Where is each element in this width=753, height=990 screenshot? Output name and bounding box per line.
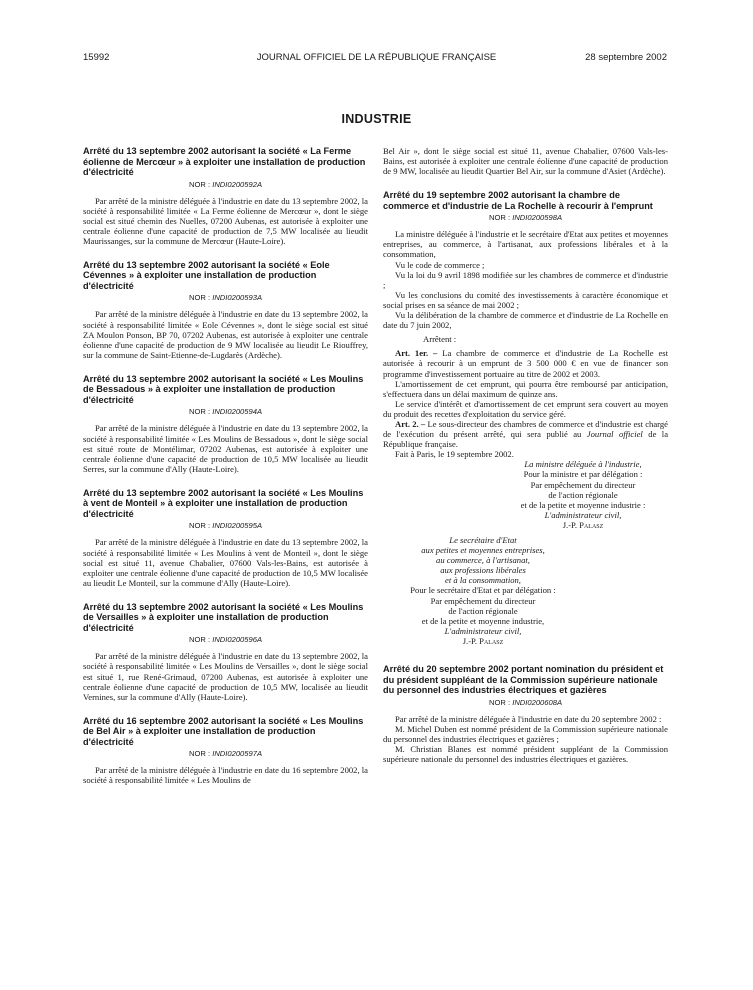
visa: Vu la loi du 9 avril 1898 modifiée sur les chambres de commerce et d'industrie ; [383,269,668,290]
nor-reference [83,407,368,416]
right-column [383,146,668,764]
article-body: Par arrêté de la ministre déléguée à l'industrie en date du 13 septembre 2002, la société à responsabilité limitée « Eole Cévennes », dont le siège social est situé ZA Moulon Ponson, BP 70, 07202 Aubenas, est autorisée à exploiter une centrale éolienne d'une capacité de production de 9 MW localisée au lieudit Le Riouffrey, sur la commune de Saint-Etienne-de-Lugdarès (Ardèche). [83,309,368,360]
signature-line: Pour le secrétaire d'Etat et par délégation : [410,585,556,596]
arrete-598 [383,190,668,646]
section-title: INDUSTRIE [341,112,412,126]
article-body: Par arrêté de la ministre déléguée à l'industrie en date du 13 septembre 2002, la société à responsabilité limitée « La Ferme éolienne de Mercœur », dont le siège social est situé chemin des Nuelles, 07200 Aubenas, est autorisée à exploiter une centrale éolienne d'une capacité de production de 7,5 MW localisée au lieudit Maurissanges, sur la commune de Mercœur (Haute-Loire). [83,195,368,246]
nor-reference [83,635,368,644]
service: Le service d'intérêt et d'amortissement de cet emprunt sera couvert au moyen du produit des recettes d'exploitation du service géré. [383,398,668,419]
nor-label: NOR : [188,293,211,303]
nor-reference [383,213,668,222]
fait-a-paris: Fait à Paris, le 19 septembre 2002. [395,449,514,460]
nomination-suppleant: M. Christian Blanes est nommé président suppléant de la Commission supérieure nationale du personnel des industries électriques et gazières. [383,743,668,764]
arrete-597 [83,716,368,786]
signature-role: L'administrateur civil, [544,509,622,520]
article-2 [383,419,668,449]
nomination-president: M. Michel Duben est nommé président de la Commission supérieure nationale du personnel des industries électriques et gazières ; [383,723,668,744]
journal-title: JOURNAL OFFICIEL DE LA RÉPUBLIQUE FRANÇAISE [256,52,497,63]
article-body: Par arrêté de la ministre déléguée à l'industrie en date du 16 septembre 2002, la société à responsabilité limitée « Les Moulins de [83,765,368,786]
arrete-595 [83,488,368,588]
signature-line: Par empêchement du directeur [430,595,536,606]
article-title: Arrêté du 13 septembre 2002 autorisant la société « La Ferme éolienne de Mercœur » à exploiter une installation de production d'électricité [83,146,366,177]
nor-reference [383,698,668,707]
article-1-label: Art. 1er. – [395,348,438,359]
visa: Vu le code de commerce ; [395,259,485,270]
signatory-title: Le secrétaire d'Etat [449,535,517,545]
preamble: La ministre déléguée à l'industrie et le secrétaire d'Etat aux petites et moyennes entreprises, au commerce, à l'artisanat, aux professions libérales et à la consommation, [383,229,668,260]
signatory-title: et à la consommation, [445,575,521,586]
arrete-593 [83,260,368,360]
nor-label: NOR : [188,179,211,189]
article-title: Arrêté du 16 septembre 2002 autorisant la société « Les Moulins de Bel Air » à exploiter une installation de production d'électricité [83,715,364,747]
article-body: Par arrêté de la ministre déléguée à l'industrie en date du 13 septembre 2002, la société à responsabilité limitée « Les Moulins à vent de Monteil », dont le siège social est situé 11, avenue Chabalier, 07600 Vals-les-Bains, est autorisée à exploiter une centrale éolienne d'une capacité de production de 10,5 MW localisée au lieudit Le Monteil, sur la commune d'Ally (Haute-Loire). [83,537,368,588]
signatory-title: aux professions libérales [440,565,526,576]
visa: Vu la délibération de la chambre de commerce et d'industrie de La Rochelle en date du 7 juin 2002, [383,310,668,331]
article-2-text-end: de la République française. [383,429,669,450]
signatory-title: La ministre déléguée à l'industrie, [524,459,642,470]
nor-number: INDI0200598A [512,213,563,223]
article-2-label: Art. 2. – [395,418,426,429]
article-body: Par arrêté de la ministre déléguée à l'industrie en date du 13 septembre 2002, la société à responsabilité limitée « Les Moulins de Versailles », dont le siège social est situé 1, rue René-Grimaud, 07200 Aubenas, est autorisée à exploiter une centrale éolienne d'une capacité de production de 10,5 MW, localisée au lieudit Vernines, sur la commune d'Ally (Haute-Loire). [83,651,368,702]
nor-reference [83,521,368,530]
signature-line: de l'action régionale [448,605,518,616]
nor-reference [83,749,368,758]
nor-label: NOR : [488,697,511,707]
signature-line: de l'action régionale [548,489,618,500]
arrete-596 [83,602,368,702]
signature-line: et de la petite et moyenne industrie, [421,615,545,626]
nor-label: NOR : [188,749,211,759]
nor-number: INDI0200596A [212,635,263,645]
article-title: Arrêté du 20 septembre 2002 portant nomination du président et du président suppléant de la Commission supérieure nationale du personnel des industries électriques et gazières [383,664,664,696]
visa: Vu les conclusions du comité des investissements à caractère économique et social prises en sa séance de mai 2002 ; [383,289,668,310]
article-1 [383,348,668,378]
signature-block-ministre [498,459,668,530]
page-number: 15992 [83,52,110,63]
signatory-name: J.-P. Palasz [562,519,604,530]
article-title: Arrêté du 19 septembre 2002 autorisant la chambre de commerce et d'industrie de La Rochelle à recourir à l'emprunt [383,190,653,211]
article-body: Par arrêté de la ministre déléguée à l'industrie en date du 20 septembre 2002 : [395,713,662,724]
issue-date: 28 septembre 2002 [585,52,667,63]
article-body: Par arrêté de la ministre déléguée à l'industrie en date du 13 septembre 2002, la société à responsabilité limitée « Les Moulins de Bessadous », dont le siège social est situé route de Montélimar, 07202 Aubenas, est autorisée à exploiter une centrale éolienne d'une capacité de production de 10,5 MW localisée au lieudit Serres, sur la commune d'Ally (Haute-Loire). [83,423,368,474]
signature-block-delegation [383,585,583,646]
article-title: Arrêté du 13 septembre 2002 autorisant la société « Les Moulins de Versailles » à exploiter une installation de production d'électricité [83,601,364,633]
arrete-592 [83,146,368,246]
article-title: Arrêté du 13 septembre 2002 autorisant la société « Eole Cévennes » à exploiter une installation de production d'électricité [83,259,330,291]
article-title: Arrêté du 13 septembre 2002 autorisant la société « Les Moulins à vent de Monteil » à exploiter une installation de production d'électricité [83,487,364,519]
left-column [83,146,368,786]
nor-number: INDI0200608A [512,697,563,707]
amortissement: L'amortissement de cet emprunt, qui pourra être remboursé par anticipation, s'effectuera dans un délai maximum de quinze ans. [383,378,668,399]
article-1-text: La chambre de commerce et d'industrie de La Rochelle est autorisée à recourir à un emprunt de 3 500 000 € en vue de financer son programme d'investissement portuaire au titre de 2002 et 2003. [383,348,668,379]
signatory-name: J.-P. Palasz [462,635,504,646]
signature-line: Pour la ministre et par délégation : [523,469,643,480]
nor-label: NOR : [188,635,211,645]
signatory-title: aux petites et moyennes entreprises, [421,545,545,556]
arretent: Arrêtent : [423,334,457,345]
nor-reference [83,180,368,189]
signature-block-secretaire [393,535,573,585]
nor-label: NOR : [188,521,211,531]
signature-line: Par empêchement du directeur [530,479,636,490]
nor-number: INDI0200597A [212,749,263,759]
nor-reference [83,293,368,302]
arrete-594 [83,374,368,474]
article-continuation: Bel Air », dont le siège social est situé 11, avenue Chabalier, 07600 Vals-les-Bains, est autorisée à exploiter une centrale éolienne d'une capacité de production de 9 MW, localisée au lieudit Quartier Bel Air, sur la commune d'Asiet (Ardèche). [383,146,668,177]
nor-number: INDI0200593A [212,293,263,303]
nor-number: INDI0200595A [212,521,263,531]
journal-officiel: Journal officiel [586,429,643,440]
signature-role: L'administrateur civil, [444,625,522,636]
arrete-608 [383,664,668,764]
article-title: Arrêté du 13 septembre 2002 autorisant la société « Les Moulins de Bessadous » à exploiter une installation de production d'électricité [83,373,364,405]
signatory-title: au commerce, à l'artisanat, [436,555,530,566]
nor-label: NOR : [188,407,211,417]
nor-label: NOR : [488,213,511,223]
nor-number: INDI0200592A [212,179,263,189]
article-2-text: Le sous-directeur des chambres de commerce et d'industrie est chargé de l'exécution du présent arrêté, qui sera publié au [383,418,668,440]
nor-number: INDI0200594A [212,407,263,417]
signature-line: et de la petite et moyenne industrie : [520,499,646,510]
